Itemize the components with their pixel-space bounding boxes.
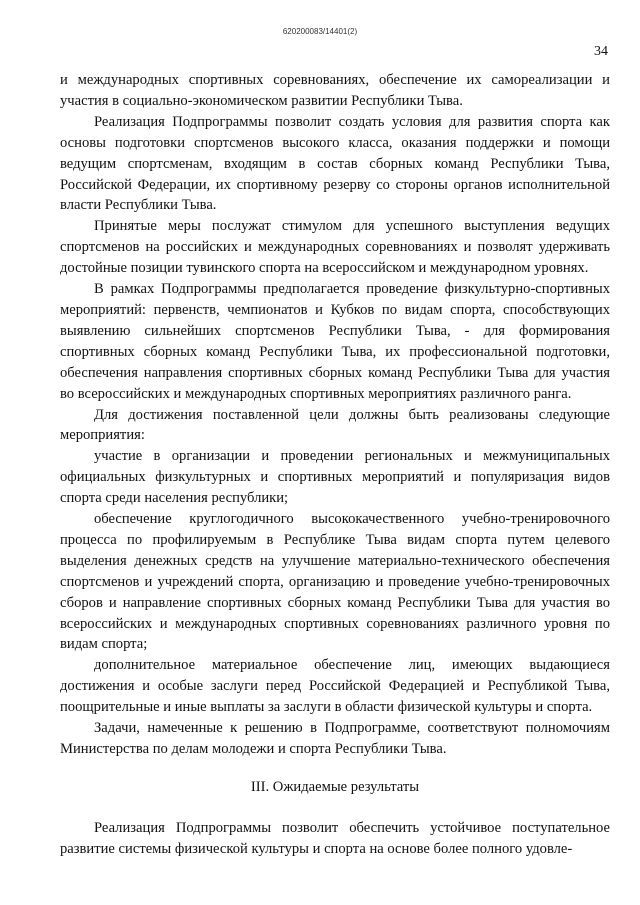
list-item: дополнительное материальное обеспечение лиц, имеющих выдающиеся достижения и особые заслуги перед Российской Федерацией и Республикой Тыва, поощрительные и иные выплаты за заслуги в области физической культуры и спорта. <box>60 657 610 716</box>
page-number: 34 <box>594 44 608 59</box>
paragraph: Принятые меры послужат стимулом для успешного выступления ведущих спортсменов на российских и международных соревнованиях и позволят удерживать достойные позиции тувинского спорта на всероссийском и международном уровнях. <box>60 218 610 277</box>
list-item: участие в организации и проведении региональных и межмуниципальных официальных физкультурных и спортивных мероприятий и популяризация видов спорта среди населения республики; <box>60 448 610 507</box>
document-id: 620200083/14401(2) <box>282 27 358 36</box>
paragraph: и международных спортивных соревнованиях, обеспечение их самореализации и участия в социально-экономическом развитии Республики Тыва. <box>60 72 610 109</box>
section-heading: III. Ожидаемые результаты <box>250 778 420 795</box>
paragraph: Реализация Подпрограммы позволит обеспечить устойчивое поступательное развитие системы физической культуры и спорта на основе более полного удовле- <box>60 819 610 857</box>
paragraph: Реализация Подпрограммы позволит создать условия для развития спорта как основы подготовки спортсменов высокого класса, оказания поддержки и помощи ведущим спортсменам, входящим в состав сборных команд Республики Тыва, Российской Федерации, их спортивному резерву со стороны органов исполнительной власти Республики Тыва. <box>60 113 610 214</box>
paragraph: В рамках Подпрограммы предполагается проведение физкультурно-спортивных мероприятий: первенств, чемпионатов и Кубков по видам спорта, способствующих выявлению сильнейших спортсменов Республики Тыва, - для формирования спортивных сборных команд Республики Тыва, их профессиональной подготовки, обеспечения направления спортивных сборных команд Республики Тыва для участия во всероссийских и международных спортивных мероприятиях различного ранга. <box>60 281 610 402</box>
paragraph: Задачи, намеченные к решению в Подпрограмме, соответствуют полномочиям Министерства по делам молодежи и спорта Республики Тыва. <box>60 720 610 757</box>
list-item: обеспечение круглогодичного высококачественного учебно-тренировочного процесса по профилируемым в Республике Тыва видам спорта путем целевого выделения денежных средств на улучшение материально-технического обеспечения спортсменов и учреждений спорта, организацию и проведение учебно-тренировочных сборов и направление спортивных сборных команд Республики Тыва для участия во всероссийских и международных спортивных соревнованиях различного уровня по видам спорта; <box>60 511 610 653</box>
paragraph: Для достижения поставленной цели должны быть реализованы следующие мероприятия: <box>60 406 610 444</box>
document-body <box>60 70 610 860</box>
